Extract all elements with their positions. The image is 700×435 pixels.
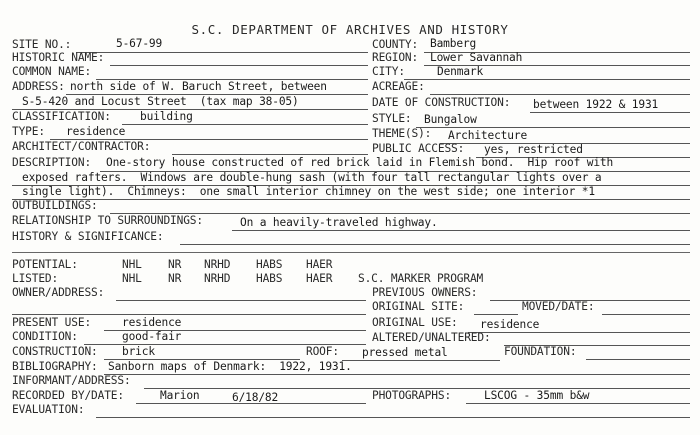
photographs-label: PHOTOGRAPHS: [372,389,452,402]
condition-label: CONDITION: [12,330,78,343]
original-site-line [474,314,518,315]
page-title: S.C. DEPARTMENT OF ARCHIVES AND HISTORY [191,22,509,37]
owner-address-line-2 [12,314,366,315]
marker-program-label: S.C. MARKER PROGRAM [358,272,484,285]
address-label: ADDRESS: [12,80,65,93]
description-label: DESCRIPTION: [12,156,92,169]
site-no-value: 5-67-99 [116,37,163,50]
owner-address-line [116,300,366,301]
evaluation-line [96,417,690,418]
site-no-line [76,52,368,53]
region-label: REGION: [372,51,419,64]
listed-nrhd: NRHD [204,272,231,285]
region-value: Lower Savannah [430,51,523,64]
potential-haer: HAER [306,258,333,271]
type-label: TYPE: [12,125,45,138]
recorded-date-value: 6/18/82 [232,391,279,404]
city-value: Denmark [437,65,484,78]
foundation-label: FOUNDATION: [504,345,577,358]
recorded-by-value: Marion [160,389,200,402]
roof-label: ROOF: [306,345,339,358]
description-value-2: exposed rafters. Windows are double-hung sash (with four tall rectangular lights over a [22,171,602,184]
date-construction-label: DATE OF CONSTRUCTION: [372,96,511,109]
construction-label: CONSTRUCTION: [12,345,98,358]
owner-address-label: OWNER/ADDRESS: [12,286,105,299]
description-line-3 [12,199,690,200]
potential-nhl: NHL [122,258,142,271]
classification-label: CLASSIFICATION: [12,110,111,123]
recorded-line [136,403,366,404]
original-use-line [468,332,690,333]
present-use-value: residence [122,316,182,329]
bibliography-label: BIBLIOGRAPHY: [12,360,98,373]
common-name-label: COMMON NAME: [12,65,92,78]
description-value-3: single light). Chimneys: one small interior chimney on the west side; one interior *1 [22,185,595,198]
acreage-label: ACREAGE: [372,80,425,93]
bibliography-line [104,374,690,375]
listed-nr: NR [168,272,182,285]
classification-value: building [140,110,193,123]
original-use-value: residence [480,318,540,331]
recorded-label: RECORDED BY/DATE: [12,389,124,402]
relationship-label: RELATIONSHIP TO SURROUNDINGS: [12,214,203,227]
construction-value: brick [122,345,155,358]
type-value: residence [66,125,126,138]
evaluation-label: EVALUATION: [12,403,85,416]
condition-value: good-fair [122,330,182,343]
public-access-value: yes, restricted [484,143,583,156]
architect-label: ARCHITECT/CONTRACTOR: [12,140,151,153]
city-line [404,79,690,80]
altered-label: ALTERED/UNALTERED: [372,331,491,344]
original-site-label: ORIGINAL SITE: [372,300,465,313]
style-line [416,127,690,128]
address-value-2: S-5-420 and Locust Street (tax map 38-05) [22,95,299,108]
potential-nr: NR [168,258,182,271]
relationship-line [232,230,690,231]
public-access-label: PUBLIC ACCESS: [372,142,465,155]
listed-habs: HABS [256,272,283,285]
site-no-label: SITE NO.: [12,38,72,51]
moved-date-line [602,314,690,315]
previous-owners-label: PREVIOUS OWNERS: [372,286,478,299]
classification-line [122,124,368,125]
roof-line [342,360,500,361]
original-use-label: ORIGINAL USE: [372,316,458,329]
acreage-line [430,94,690,95]
potential-label: POTENTIAL: [12,258,78,271]
potential-nrhd: NRHD [204,258,231,271]
foundation-line [586,359,690,360]
listed-label: LISTED: [12,272,59,285]
roof-value: pressed metal [362,346,448,359]
relationship-value: On a heavily-traveled highway. [240,216,438,229]
moved-date-label: MOVED/DATE: [522,300,595,313]
historic-name-line [110,65,368,66]
address-value-1: north side of W. Baruch Street, between [70,80,327,93]
date-construction-value: between 1922 & 1931 [533,98,659,111]
description-value-1: One-story house constructed of red brick laid in Flemish bond. Hip roof with [106,156,614,169]
informant-label: INFORMANT/ADDRESS: [12,374,131,387]
history-line [180,244,690,245]
county-label: COUNTY: [372,38,419,51]
potential-habs: HABS [256,258,283,271]
bibliography-value: Sanborn maps of Denmark: 1922, 1931. [108,360,352,373]
section-divider [12,252,690,253]
county-value: Bamberg [430,37,477,50]
style-value: Bungalow [424,113,477,126]
date-construction-line [530,112,690,113]
photographs-value: LSCOG - 35mm b&w [484,389,590,402]
city-label: CITY: [372,65,405,78]
historic-name-label: HISTORIC NAME: [12,51,105,64]
theme-label: THEME(S): [372,127,432,140]
outbuildings-label: OUTBUILDINGS: [12,199,98,212]
architect-line [172,154,368,155]
style-label: STYLE: [372,112,412,125]
present-use-label: PRESENT USE: [12,316,92,329]
listed-nhl: NHL [122,272,142,285]
history-label: HISTORY & SIGNIFICANCE: [12,230,164,243]
photographs-line [466,403,690,404]
listed-haer: HAER [306,272,333,285]
theme-value: Architecture [448,129,528,142]
